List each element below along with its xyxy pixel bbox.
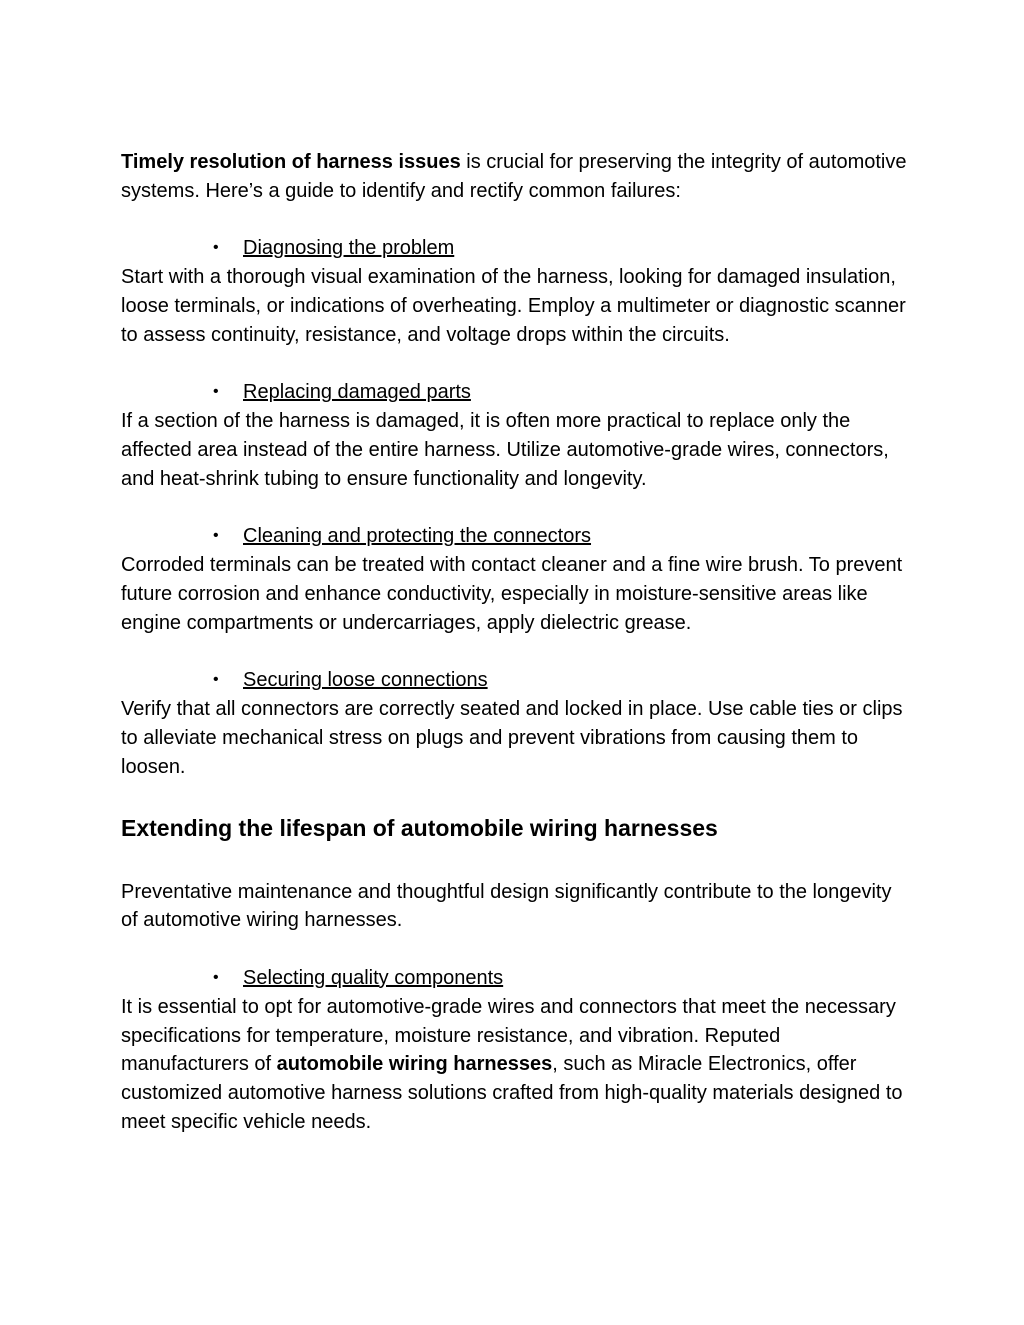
intro-text: is crucial for preserving the integrity of automotive systems. Here’s a guide to identify and rectify common failures: (121, 151, 907, 202)
bullet-item-cleaning (121, 522, 911, 551)
bullet-dot: • (213, 239, 219, 257)
section-text-selecting (121, 993, 911, 1137)
text-before: It is essential to opt for automotive-grade wires and connectors that meet the necessary specifications for temperature, moisture resistance, and vibration. Reputed manufacturers of (121, 995, 896, 1076)
bullet-item-diagnosing (121, 234, 911, 263)
link-diagnosing[interactable]: Diagnosing the problem (243, 237, 455, 260)
link-securing[interactable]: Securing loose connections (243, 669, 488, 692)
intro-bold-text: Timely resolution of harness issues (121, 151, 461, 173)
section-heading: Extending the lifespan of automobile wiring harnesses (121, 814, 718, 841)
bullet-dot: • (213, 383, 219, 401)
section-text-securing: Verify that all connectors are correctly seated and locked in place. Use cable ties or clips to alleviate mechanical stress on plugs and prevent vibrations from causing them to loosen. (121, 698, 903, 778)
bullet-dot: • (213, 671, 219, 689)
section-lead-paragraph: Preventative maintenance and thoughtful design significantly contribute to the longevity of automotive wiring harnesses. (121, 880, 892, 932)
section-text-diagnosing: Start with a thorough visual examination of the harness, looking for damaged insulation, loose terminals, or indications of overheating. Employ a multimeter or diagnostic scanner to assess continuity, resistance, and voltage drops within the circuits. (121, 266, 906, 346)
bullet-item-selecting (121, 964, 911, 993)
keyword-bold: automobile wiring harnesses (276, 1053, 553, 1076)
link-selecting[interactable]: Selecting quality components (243, 966, 504, 989)
text-after: , such as Miracle Electronics, offer customized automotive harness solutions crafted from high-quality materials designed to meet specific vehicle needs. (121, 1053, 903, 1133)
bullet-item-replacing (121, 378, 911, 407)
intro-paragraph (121, 148, 911, 206)
link-replacing[interactable]: Replacing damaged parts (243, 381, 471, 404)
bullet-dot: • (213, 968, 219, 986)
section-text-cleaning: Corroded terminals can be treated with contact cleaner and a fine wire brush. To prevent future corrosion and enhance conductivity, especially in moisture-sensitive areas like engine compartments or undercarriages, apply dielectric grease. (121, 554, 903, 634)
section-text-replacing: If a section of the harness is damaged, it is often more practical to replace only the affected area instead of the entire harness. Utilize automotive-grade wires, connectors, and heat-shrink tubing to ensure functionality and longevity. (121, 410, 889, 490)
bullet-dot: • (213, 527, 219, 545)
link-cleaning[interactable]: Cleaning and protecting the connectors (243, 525, 592, 548)
bullet-item-securing (121, 666, 911, 695)
document-page (121, 148, 911, 1137)
